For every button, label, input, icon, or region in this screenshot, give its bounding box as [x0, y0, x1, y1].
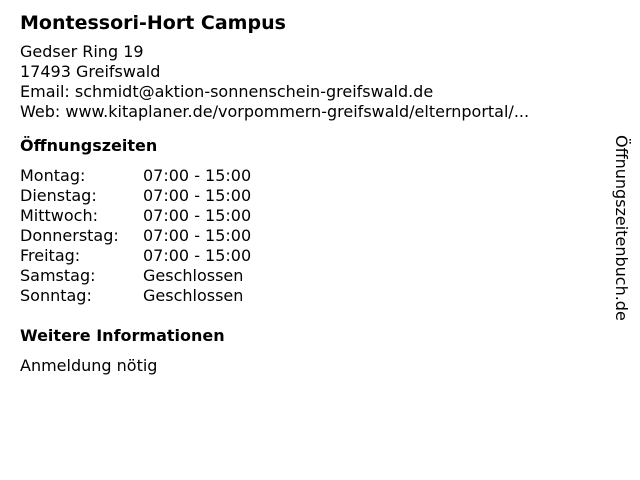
time-value: Geschlossen: [143, 286, 244, 305]
hours-row-tuesday: [20, 186, 600, 206]
hours-row-monday: [20, 166, 600, 186]
day-label: Sonntag:: [20, 286, 92, 305]
email-line[interactable]: Email: schmidt@aktion-sonnenschein-greifswald.de: [20, 82, 434, 101]
hours-heading: Öffnungszeiten: [20, 136, 158, 155]
time-value: 07:00 - 15:00: [143, 166, 252, 185]
hours-row-saturday: [20, 266, 600, 286]
street-line: Gedser Ring 19: [20, 42, 144, 61]
hours-row-wednesday: [20, 206, 600, 226]
day-label: Freitag:: [20, 246, 81, 265]
more-info-text: Anmeldung nötig: [20, 356, 158, 375]
hours-row-sunday: [20, 286, 600, 306]
day-label: Dienstag:: [20, 186, 97, 205]
page-title: Montessori-Hort Campus: [20, 12, 286, 34]
day-label: Samstag:: [20, 266, 96, 285]
time-value: 07:00 - 15:00: [143, 206, 252, 225]
time-value: 07:00 - 15:00: [143, 226, 252, 245]
hours-table: [20, 166, 600, 306]
day-label: Donnerstag:: [20, 226, 119, 245]
opening-hours-card: [20, 10, 600, 376]
time-value: Geschlossen: [143, 266, 244, 285]
address-block: [20, 42, 600, 122]
hours-row-thursday: [20, 226, 600, 246]
more-info-heading: Weitere Informationen: [20, 326, 225, 345]
web-line[interactable]: Web: www.kitaplaner.de/vorpommern-greifswald/elternportal/...: [20, 102, 530, 121]
day-label: Mittwoch:: [20, 206, 98, 225]
time-value: 07:00 - 15:00: [143, 246, 252, 265]
time-value: 07:00 - 15:00: [143, 186, 252, 205]
day-label: Montag:: [20, 166, 86, 185]
city-line: 17493 Greifswald: [20, 62, 161, 81]
side-brand-label: Öffnungszeitenbuch.de: [612, 135, 631, 321]
hours-row-friday: [20, 246, 600, 266]
